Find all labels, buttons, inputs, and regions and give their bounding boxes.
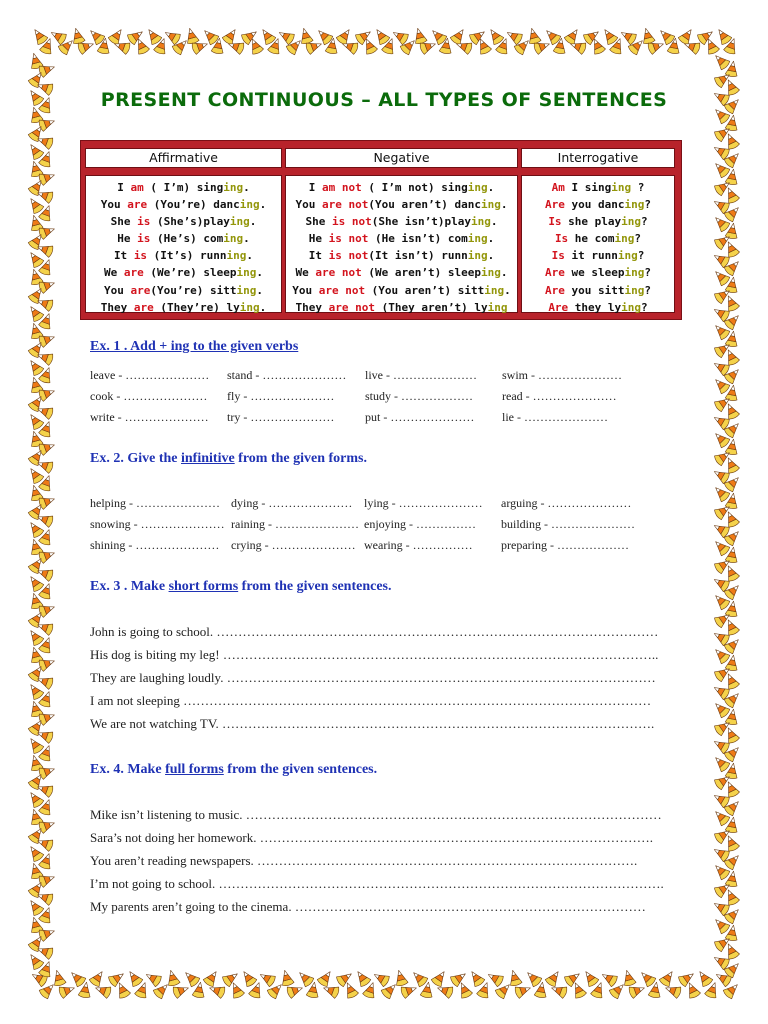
- candy-corn-icon: [637, 968, 656, 987]
- candy-corn-icon: [695, 968, 714, 988]
- candy-corn-icon: [526, 27, 542, 45]
- candy-corn-icon: [26, 249, 45, 269]
- candy-corn-icon: [353, 968, 372, 988]
- candy-corn-icon: [26, 627, 45, 647]
- negative-row: They are not (They aren’t) lying: [295, 300, 508, 314]
- interrogative-row: Is it running?: [551, 249, 645, 263]
- candy-corn-icon: [26, 519, 45, 539]
- exercise-3-title: Ex. 3 . Make short forms from the given sentences.: [90, 579, 392, 594]
- candy-corn-icon: [26, 789, 45, 809]
- exercise-1-word-item: lie - …………………: [502, 410, 608, 424]
- candy-corn-icon: [711, 51, 730, 70]
- exercise-4-sentence-item: You aren’t reading newspapers. …………………………………………………………………………….: [90, 853, 638, 868]
- candy-corn-icon: [298, 27, 314, 45]
- exercise-1-word-item: try - …………………: [227, 410, 335, 424]
- exercise-1-word-item: put - …………………: [365, 410, 475, 424]
- affirmative-row: You are (You’re) dancing.: [100, 198, 267, 212]
- candy-corn-icon: [371, 969, 390, 987]
- interrogative-row: Is he coming?: [554, 232, 642, 246]
- candy-corn-icon: [26, 951, 45, 971]
- candy-corn-icon: [658, 968, 677, 988]
- exercise-1-word-item: read - …………………: [502, 389, 617, 403]
- exercise-2-word-item: arguing - …………………: [501, 496, 632, 510]
- candy-corn-icon: [449, 26, 468, 46]
- candy-corn-icon: [26, 897, 45, 917]
- candy-corn-icon: [26, 303, 45, 323]
- candy-corn-icon: [485, 969, 504, 987]
- exercise-2-word-item: preparing - ………………: [501, 538, 629, 552]
- candy-corn-icon: [26, 573, 45, 593]
- exercise-3-sentence-item: They are laughing loudly. ………………………………………………………………………………………: [90, 670, 656, 685]
- exercise-1-word-item: study - ………………: [365, 389, 473, 403]
- exercise-2-word-item: shining - …………………: [90, 538, 220, 552]
- candy-corn-icon: [640, 27, 656, 45]
- negative-row: I am not ( I’m not) singing.: [308, 181, 495, 194]
- negative-row: He is not (He isn’t) coming.: [308, 232, 495, 246]
- exercise-4-sentence-item: Sara’s not doing her homework. ……………………………………………………………………………….: [90, 830, 653, 845]
- candy-corn-icon: [239, 968, 258, 988]
- candy-corn-icon: [544, 968, 563, 988]
- grammar-table: [80, 140, 682, 320]
- candy-corn-icon: [184, 27, 200, 45]
- exercise-2-word-item: snowing - …………………: [90, 517, 225, 531]
- candy-corn-icon: [677, 969, 697, 988]
- interrogative-row: Are we sleeping?: [545, 266, 651, 280]
- candy-corn-icon: [507, 969, 523, 987]
- candy-corn-icon: [581, 968, 600, 988]
- exercise-2-title: Ex. 2. Give the infinitive from the given forms.: [90, 451, 367, 466]
- candy-corn-icon: [316, 968, 335, 988]
- candy-corn-icon: [221, 969, 241, 988]
- candy-corn-icon: [677, 26, 696, 46]
- exercise-2-word-item: helping - …………………: [90, 496, 220, 510]
- candy-corn-icon: [26, 735, 45, 755]
- exercise-2-word-item: wearing - ……………: [364, 538, 473, 552]
- candy-corn-icon: [26, 411, 45, 431]
- exercise-2-word-item: building - …………………: [501, 517, 635, 531]
- exercise-4-title: Ex. 4. Make full forms from the given sentences.: [90, 762, 378, 777]
- candy-corn-icon: [599, 969, 618, 987]
- candy-corn-icon: [621, 969, 637, 987]
- candy-corn-icon: [70, 27, 86, 45]
- candy-corn-icon: [430, 968, 449, 988]
- candy-corn-icon: [26, 465, 45, 485]
- candy-corn-icon: [409, 968, 428, 987]
- exercise-2-word-item: dying - …………………: [231, 496, 353, 510]
- candy-corn-icon: [48, 27, 67, 45]
- exercise-2-word-item: crying - …………………: [231, 538, 356, 552]
- candy-corn-icon: [279, 969, 295, 987]
- interrogative-column: [521, 175, 675, 313]
- interrogative-row: Are they lying?: [548, 300, 648, 314]
- exercise-3-sentence-item: John is going to school. …………………………………………………………………………………………: [90, 624, 659, 639]
- candy-corn-icon: [563, 969, 583, 988]
- candy-corn-icon: [523, 968, 542, 987]
- candy-corn-icon: [335, 26, 354, 46]
- candy-corn-icon: [181, 968, 200, 987]
- candy-corn-icon: [26, 357, 45, 377]
- candy-corn-icon: [412, 27, 428, 45]
- candy-corn-icon: [26, 843, 45, 863]
- exercise-1-word-item: write - …………………: [90, 410, 209, 424]
- interrogative-row: Am I singing ?: [551, 181, 645, 194]
- negative-row: You are not (You aren’t) sitting.: [292, 283, 511, 297]
- exercise-1-word-item: cook - …………………: [90, 389, 208, 403]
- candy-corn-icon: [449, 969, 469, 988]
- affirmative-row: It is (It’s) running.: [113, 249, 254, 263]
- exercise-1-word-item: swim - …………………: [502, 368, 622, 382]
- candy-corn-icon: [295, 968, 314, 987]
- affirmative-row: They are (They’re) lying.: [100, 300, 267, 314]
- exercise-4-sentence-item: I’m not going to school. ………………………………………………………………………………………….: [90, 876, 664, 891]
- candy-corn-icon: [563, 26, 582, 46]
- negative-row: You are not(You aren’t) dancing.: [295, 198, 508, 212]
- exercise-1-word-item: stand - …………………: [227, 368, 347, 382]
- candy-corn-icon: [467, 968, 486, 988]
- candy-corn-icon: [26, 681, 45, 701]
- exercise-4-sentence-item: My parents aren’t going to the cinema. ………………………………………………………………………: [90, 899, 646, 914]
- exercise-1-word-item: live - …………………: [365, 368, 477, 382]
- candy-corn-icon: [125, 968, 144, 988]
- candy-corn-icon: [26, 195, 45, 215]
- page-title: PRESENT CONTINUOUS – ALL TYPES OF SENTENCES: [100, 89, 668, 111]
- exercise-3-sentence-item: His dog is biting my leg! ………………………………………………………………………………………..: [90, 647, 659, 662]
- exercise-1-word-item: leave - …………………: [90, 368, 210, 382]
- candy-corn-icon: [165, 969, 181, 987]
- negative-row: It is not(It isn’t) running.: [308, 249, 495, 263]
- candy-corn-icon: [67, 968, 86, 987]
- exercise-2-word-item: lying - …………………: [364, 496, 483, 510]
- affirmative-row: She is (She’s)playing.: [110, 215, 257, 229]
- candy-corn-icon: [88, 968, 107, 988]
- negative-row: She is not(She isn’t)playing.: [305, 215, 498, 229]
- affirmative-row: He is (He’s) coming.: [117, 232, 250, 246]
- exercise-1-word-item: fly - …………………: [227, 389, 335, 403]
- candy-corn-icon: [107, 26, 126, 46]
- exercise-2-word-item: raining - …………………: [231, 517, 359, 531]
- candy-corn-icon: [504, 27, 523, 45]
- exercise-3-sentence-item: I am not sleeping ………………………………………………………………………………………………: [90, 693, 652, 708]
- interrogative-row: Are you dancing?: [545, 198, 651, 212]
- candy-corn-icon: [335, 969, 355, 988]
- header-affirmative: Affirmative: [85, 148, 282, 168]
- candy-corn-icon: [51, 969, 67, 987]
- candy-corn-icon: [202, 968, 221, 988]
- affirmative-column: [85, 175, 282, 313]
- candy-corn-icon: [26, 141, 45, 161]
- interrogative-row: Are you sitting?: [545, 283, 651, 297]
- candy-corn-icon: [393, 969, 409, 987]
- candy-corn-icon: [221, 26, 240, 46]
- candy-corn-icon: [276, 27, 295, 45]
- candy-corn-icon: [257, 969, 276, 987]
- candy-corn-icon: [107, 969, 127, 988]
- interrogative-row: Is she playing?: [548, 215, 648, 229]
- candy-corn-icon: [618, 27, 637, 45]
- candy-corn-icon: [143, 969, 162, 987]
- negative-column: [285, 175, 518, 313]
- negative-row: We are not (We aren’t) sleeping.: [295, 266, 508, 280]
- candy-corn-icon: [390, 27, 409, 45]
- header-negative: Negative: [285, 148, 518, 168]
- affirmative-row: I am ( I’m) singing.: [117, 181, 250, 194]
- exercise-3-sentence-item: We are not watching TV. ……………………………………………………………………………………….: [90, 716, 655, 731]
- exercise-4-sentence-item: Mike isn’t listening to music. ……………………………………………………………………………………: [90, 807, 662, 822]
- affirmative-row: We are (We’re) sleeping.: [104, 266, 263, 280]
- affirmative-row: You are(You’re) sitting.: [104, 283, 263, 297]
- exercise-2-word-item: enjoying - ……………: [364, 517, 476, 531]
- header-interrogative: Interrogative: [521, 148, 675, 168]
- candy-corn-icon: [162, 27, 181, 45]
- exercise-1-title: Ex. 1 . Add + ing to the given verbs: [90, 339, 299, 354]
